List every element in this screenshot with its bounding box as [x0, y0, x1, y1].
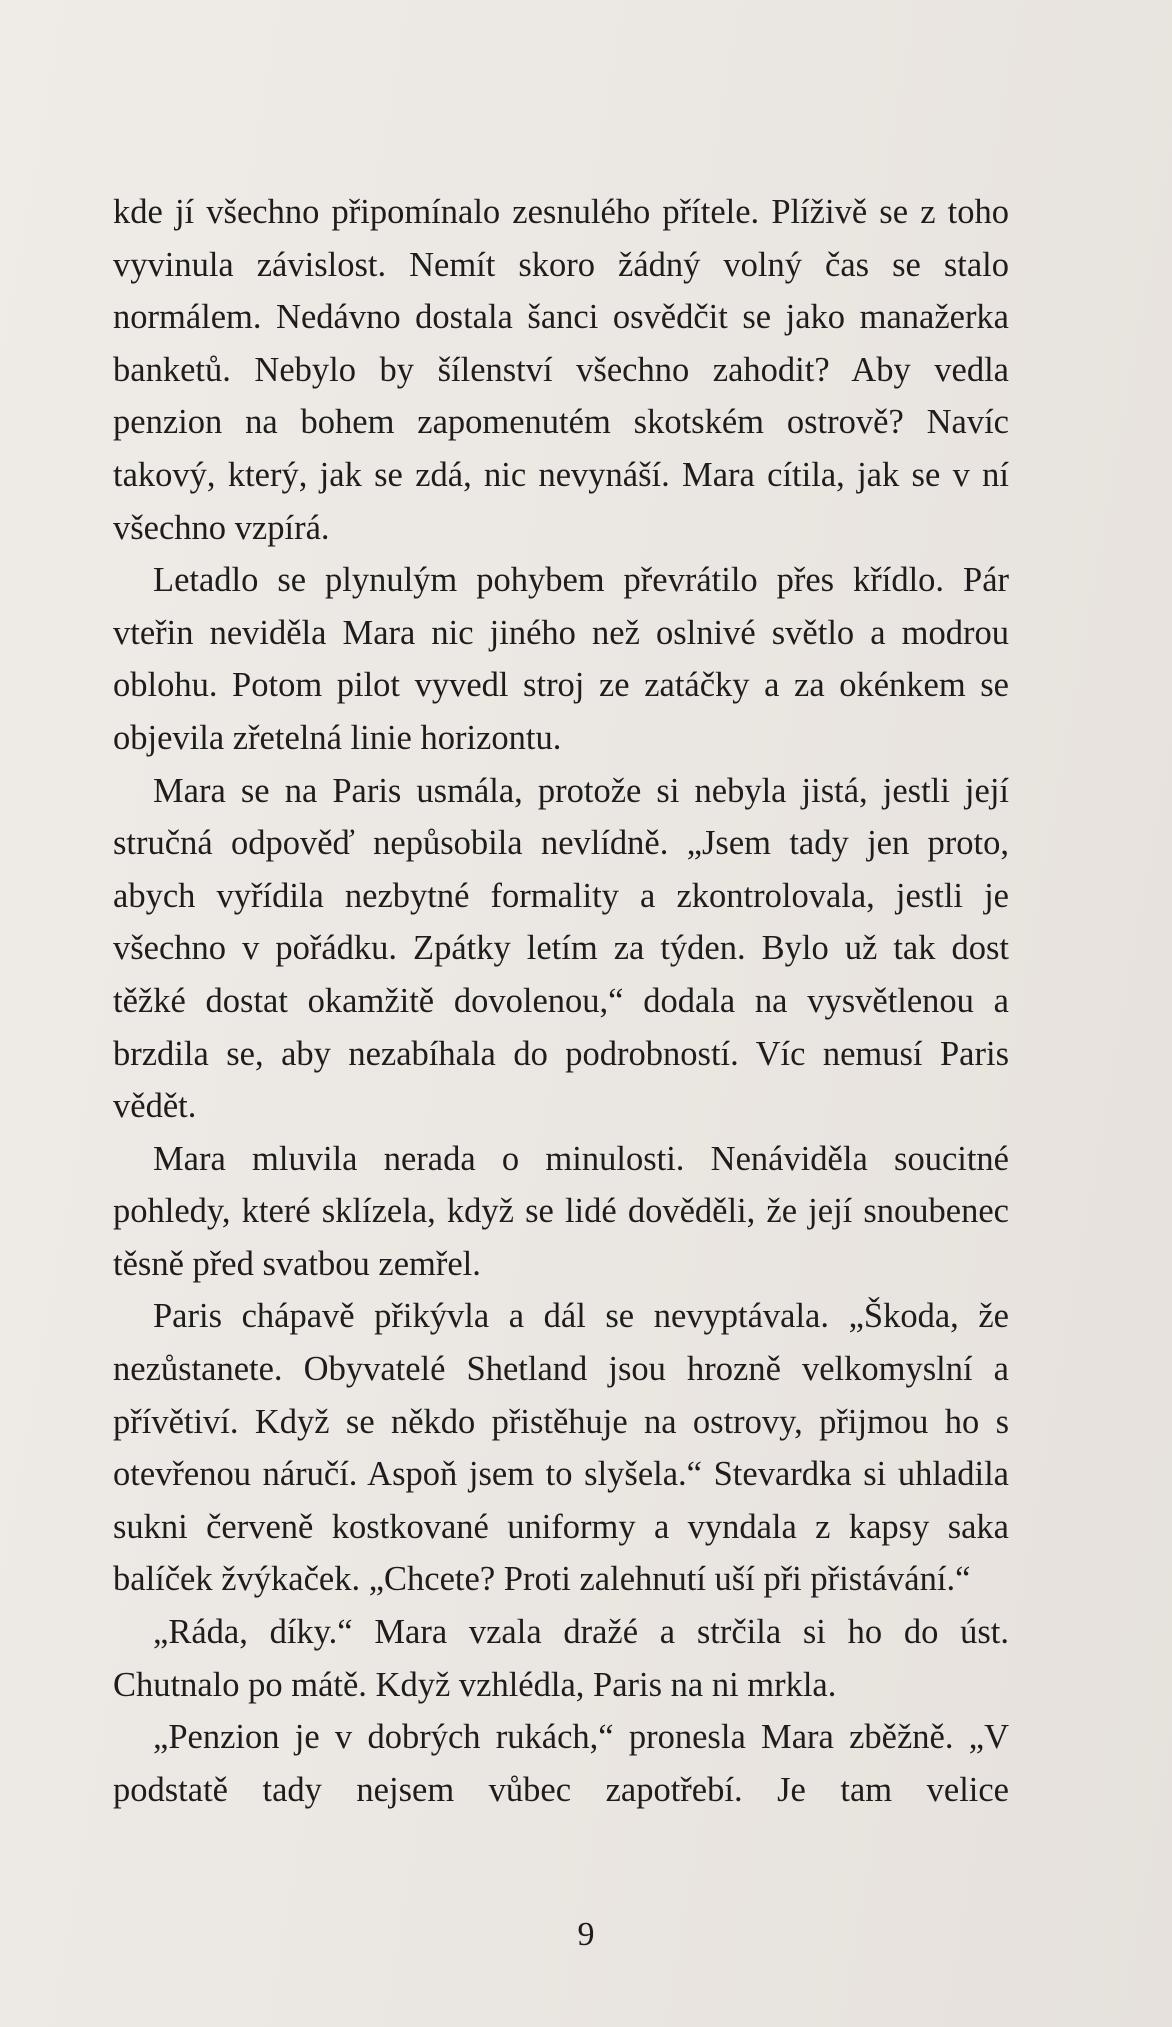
paragraph-1: kde jí všechno připomínalo zesnulého přítele. Plíživě se z toho vyvinula závislost. Nemít skoro žádný volný čas se stalo normálem. Nedávno dostala šanci osvědčit se jako manažerka banketů. Nebylo by šílenství všechno zahodit? Aby vedla penzion na bohem zapomenutém skotském ostrově? Navíc takový, který, jak se zdá, nic nevynáší. Mara cítila, jak se v ní všechno vzpírá. — [113, 193, 1009, 547]
paragraph-7: „Penzion je v dobrých rukách,“ pronesla Mara zběžně. „V podstatě tady nejsem vůbec zapotřebí. Je tam velice — [113, 1718, 1009, 1809]
body-text — [113, 186, 1009, 1816]
page-number: 9 — [577, 1916, 595, 1953]
paragraph-6: „Ráda, díky.“ Mara vzala dražé a strčila si ho do úst. Chutnalo po mátě. Když vzhlédla, Paris na ni mrkla. — [113, 1613, 1009, 1704]
paragraph-3: Mara se na Paris usmála, protože si nebyla jistá, jestli její stručná odpověď nepůsobila nevlídně. „Jsem tady jen proto, abych vyřídila nezbytné formality a zkontrolovala, jestli je všechno v pořádku. Zpátky letím za týden. Bylo už tak dost těžké dostat okamžitě dovolenou,“ dodala na vysvětlenou a brzdila se, aby nezabíhala do podrobností. Víc nemusí Paris vědět. — [113, 771, 1009, 1126]
paragraph-2: Letadlo se plynulým pohybem převrátilo přes křídlo. Pár vteřin neviděla Mara nic jiného než oslnivé světlo a modrou oblohu. Potom pilot vyvedl stroj ze zatáčky a za okénkem se objevila zřetelná linie horizontu. — [113, 561, 1009, 757]
paragraph-4: Mara mluvila nerada o minulosti. Nenáviděla soucitné pohledy, které sklízela, když se lidé dověděli, že její snoubenec těsně před svatbou zemřel. — [113, 1139, 1009, 1283]
paragraph-5: Paris chápavě přikývla a dál se nevyptávala. „Škoda, že nezůstanete. Obyvatelé Shetland jsou hrozně velkomyslní a přívětiví. Když se někdo přistěhuje na ostrovy, přijmou ho s otevřenou náručí. Aspoň jsem to slyšela.“ Stevardka si uhladila sukni červeně kostkované uniformy a vyndala z kapsy saka balíček žvýkaček. „Chcete? Proti zalehnutí uší při přistávání.“ — [113, 1297, 1009, 1599]
